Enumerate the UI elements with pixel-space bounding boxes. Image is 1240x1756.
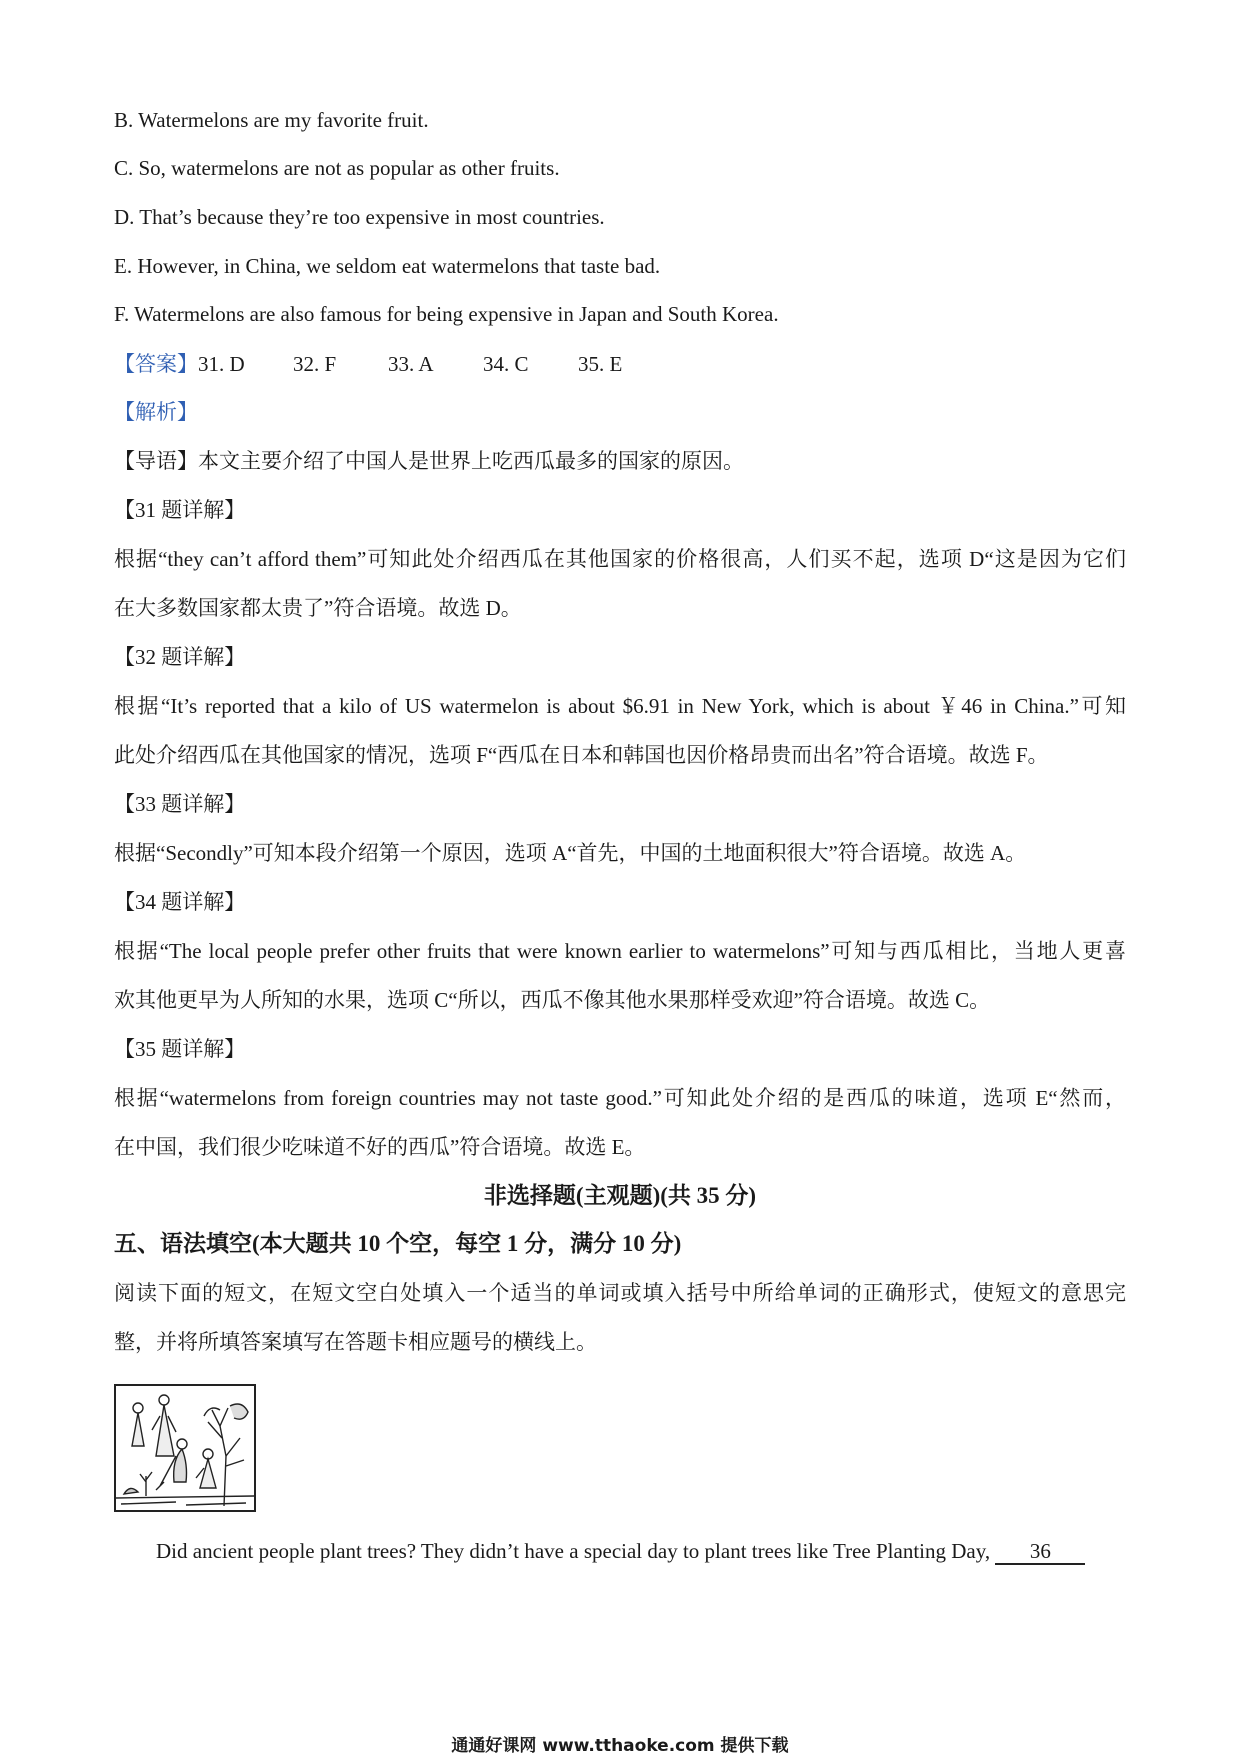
instructions-line-2: 整，并将所填答案填写在答题卡相应题号的横线上。 bbox=[114, 1330, 597, 1354]
tree-planting-illustration bbox=[114, 1384, 256, 1512]
option-f: F. Watermelons are also famous for being expensive in Japan and South Korea. bbox=[114, 302, 779, 326]
option-c: C. So, watermelons are not as popular as other fruits. bbox=[114, 156, 560, 180]
detail-35-line-1: 根据“watermelons from foreign countries may not taste good.”可知此处介绍的是西瓜的味道，选项 E“然而， bbox=[114, 1086, 1126, 1110]
detail-title-33: 【33 题详解】 bbox=[114, 792, 246, 816]
answer-label: 【答案】 bbox=[114, 352, 198, 376]
detail-title-34: 【34 题详解】 bbox=[114, 890, 246, 914]
passage-text: Did ancient people plant trees? They didn’t have a special day to plant trees like Tree Planting Day, bbox=[156, 1539, 991, 1563]
answer-item: 33. A bbox=[388, 352, 434, 376]
answer-row bbox=[114, 350, 673, 378]
footer-watermark: 通通好课网 www.tthaoke.com 提供下载 bbox=[451, 1736, 789, 1756]
option-e: E. However, in China, we seldom eat watermelons that taste bad. bbox=[114, 254, 661, 278]
answer-item: 35. E bbox=[578, 352, 623, 376]
analysis-label: 【解析】 bbox=[114, 400, 198, 424]
passage-line bbox=[156, 1537, 1085, 1565]
option-d: D. That’s because they’re too expensive in most countries. bbox=[114, 205, 605, 229]
detail-31-line-2: 在大多数国家都太贵了”符合语境。故选 D。 bbox=[114, 596, 522, 620]
detail-title-31: 【31 题详解】 bbox=[114, 498, 246, 522]
detail-34-line-1: 根据“The local people prefer other fruits that were known earlier to watermelons”可知与西瓜相比，当地人更喜 bbox=[114, 939, 1126, 963]
detail-31-line-1: 根据“they can’t afford them”可知此处介绍西瓜在其他国家的价格很高，人们买不起，选项 D“这是因为它们 bbox=[114, 547, 1126, 571]
answer-item: 34. C bbox=[483, 352, 529, 376]
detail-34-line-2: 欢其他更早为人所知的水果，选项 C“所以，西瓜不像其他水果那样受欢迎”符合语境。故选 C。 bbox=[114, 988, 991, 1012]
instructions-line-1: 阅读下面的短文，在短文空白处填入一个适当的单词或填入括号中所给单词的正确形式，使短文的意思完 bbox=[114, 1281, 1126, 1305]
detail-33-line-1: 根据“Secondly”可知本段介绍第一个原因，选项 A“首先，中国的土地面积很大”符合语境。故选 A。 bbox=[114, 841, 1027, 865]
section-title: 非选择题(主观题)(共 35 分) bbox=[483, 1183, 757, 1208]
detail-32-line-1: 根据“It’s reported that a kilo of US watermelon is about $6.91 in New York, which is about ￥46 in China.”可知 bbox=[114, 694, 1126, 718]
detail-title-35: 【35 题详解】 bbox=[114, 1037, 246, 1061]
answer-item: 32. F bbox=[293, 352, 337, 376]
guide-text: 【导语】本文主要介绍了中国人是世界上吃西瓜最多的国家的原因。 bbox=[114, 449, 744, 473]
option-b: B. Watermelons are my favorite fruit. bbox=[114, 108, 429, 132]
detail-32-line-2: 此处介绍西瓜在其他国家的情况，选项 F“西瓜在日本和韩国也因价格昂贵而出名”符合语境。故选 F。 bbox=[114, 743, 1049, 767]
detail-35-line-2: 在中国，我们很少吃味道不好的西瓜”符合语境。故选 E。 bbox=[114, 1135, 646, 1159]
detail-title-32: 【32 题详解】 bbox=[114, 645, 246, 669]
blank-36: 36 bbox=[995, 1539, 1085, 1565]
tree-planting-drawing bbox=[116, 1386, 254, 1510]
part-title: 五、语法填空(本大题共 10 个空，每空 1 分，满分 10 分) bbox=[114, 1231, 682, 1256]
answer-item: 31. D bbox=[198, 352, 245, 376]
